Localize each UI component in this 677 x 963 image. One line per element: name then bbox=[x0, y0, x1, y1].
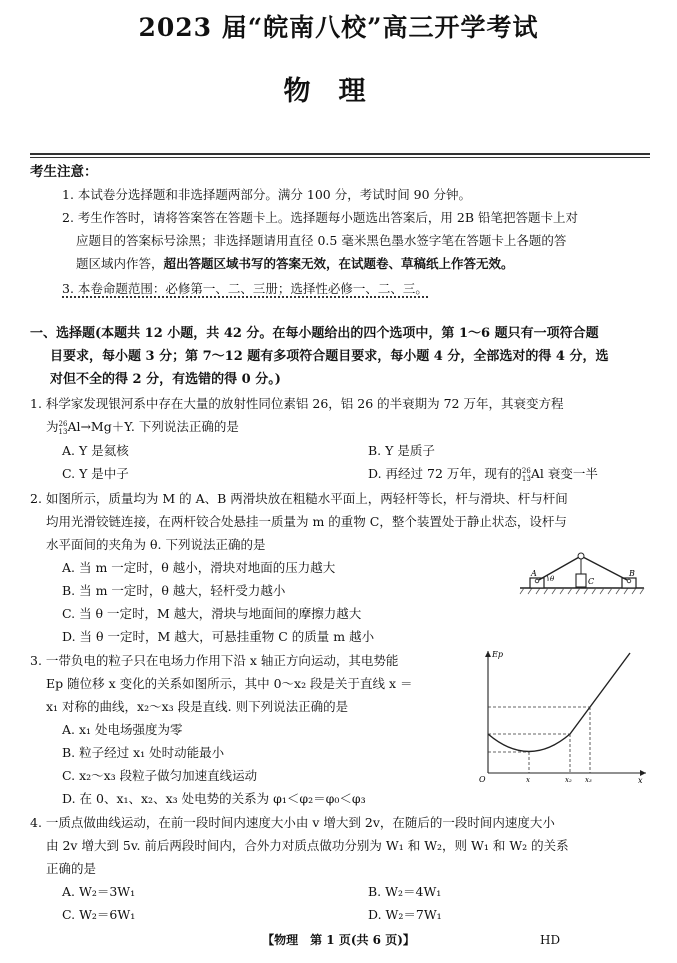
q3-fig-x2: x₂ bbox=[565, 776, 572, 784]
q2-fig-label-a: A bbox=[531, 569, 537, 578]
notice-item-2: 2. 考生作答时，请将答案答在答题卡上。选择题每小题选出答案后，用 2B 铅笔把答题卡上对 bbox=[62, 210, 578, 225]
q1-option-a: A. Y 是氦核 bbox=[62, 443, 129, 458]
section1-line-1: 一、选择题(本题共 12 小题，共 42 分。在每小题给出的四个选项中，第 1～6 题只有一项符合题 bbox=[30, 326, 599, 341]
header-rule-thick bbox=[30, 153, 650, 155]
q2-stem-3: 水平面间的夹角为 θ. 下列说法正确的是 bbox=[46, 537, 266, 552]
q3-fig-ylabel: Ep bbox=[492, 650, 503, 659]
q1-stem-2-pre: 为 bbox=[46, 419, 59, 434]
q1-sup-b: 26 bbox=[521, 466, 531, 475]
section1-line-3: 对但不全的得 2 分，有选错的得 0 分。) bbox=[50, 372, 281, 387]
q3-stem-2: Ep 随位移 x 变化的关系如图所示，其中 0～x₂ 段是关于直线 x ＝ bbox=[46, 676, 413, 691]
q1-stem-1: 1. 科学家发现银河系中存在大量的放射性同位素铝 26，铝 26 的半衰期为 72 万年，其衰变方程 bbox=[30, 396, 564, 411]
q2-option-b: B. 当 m 一定时，θ 越大，轻杆受力越小 bbox=[62, 583, 286, 598]
q1-sub-a: 13 bbox=[58, 427, 68, 436]
q2-stem-1: 2. 如图所示，质量均为 M 的 A、B 两滑块放在粗糙水平面上，两轻杆等长，杆与滑块、杆与杆间 bbox=[30, 491, 568, 506]
q2-figure bbox=[518, 550, 648, 598]
q3-stem-3: x₁ 对称的曲线，x₂～x₃ 段是直线. 则下列说法正确的是 bbox=[46, 699, 349, 714]
q1-stem-2-post: . 下列说法正确的是 bbox=[130, 419, 239, 434]
q3-option-b: B. 粒子经过 x₁ 处时动能最小 bbox=[62, 745, 225, 760]
q3-option-c: C. x₂～x₃ 段粒子做匀加速直线运动 bbox=[62, 768, 258, 783]
page-footer: 【物理 第 1 页(共 6 页)】 bbox=[262, 933, 415, 947]
q3-option-a: A. x₁ 处电场强度为零 bbox=[62, 722, 183, 737]
q3-fig-x1: x bbox=[526, 776, 530, 784]
q2-option-a: A. 当 m 一定时，θ 越小，滑块对地面的压力越大 bbox=[62, 560, 336, 575]
q3-fig-xlabel: x bbox=[638, 776, 643, 785]
q1-option-d-el: Al bbox=[530, 466, 544, 481]
q2-fig-label-c: C bbox=[588, 577, 595, 586]
notice-heading: 考生注意： bbox=[30, 164, 98, 180]
q3-fig-x3: x₃ bbox=[585, 776, 592, 784]
notice-item-2-cont: 应题目的答案标号涂黑；非选择题请用直径 0.5 毫米黑色墨水签字笔在答题卡上各题的答 bbox=[76, 233, 567, 248]
q4-option-a: A. W₂＝3W₁ bbox=[62, 884, 136, 899]
q1-option-d bbox=[368, 465, 598, 483]
q3-fig-origin: O bbox=[479, 775, 486, 784]
q1-equation: Al→Mg＋Y bbox=[67, 419, 131, 434]
q2-fig-label-theta: θ bbox=[550, 575, 555, 583]
notice-item-1: 1. 本试卷分选择题和非选择题两部分。满分 100 分，考试时间 90 分钟。 bbox=[62, 187, 472, 202]
q1-option-d-pre: D. 再经过 72 万年，现有的 bbox=[368, 466, 522, 481]
q2-fig-label-b: B bbox=[629, 569, 635, 578]
notice-item-3 bbox=[62, 280, 428, 298]
subject-title bbox=[0, 72, 677, 111]
q2-stem-2: 均用光滑铰链连接，在两杆铰合处悬挂一质量为 m 的重物 C，整个装置处于静止状态，设杆与 bbox=[46, 514, 567, 529]
q1-sup-a: 26 bbox=[58, 419, 68, 428]
section1-line-2: 目要求，每小题 3 分；第 7～12 题有多项符合题目要求，每小题 4 分，全部选对的得 4 分，选 bbox=[50, 349, 609, 364]
q1-option-d-post: 衰变一半 bbox=[543, 466, 598, 481]
subject-text: 物理 bbox=[283, 76, 394, 107]
q2-option-c: C. 当 θ 一定时，M 越大，滑块与地面间的摩擦力越大 bbox=[62, 606, 362, 621]
q1-option-c: C. Y 是中子 bbox=[62, 466, 129, 481]
q1-sub-b: 13 bbox=[521, 474, 531, 483]
q4-option-b: B. W₂＝4W₁ bbox=[368, 884, 442, 899]
exam-title: 2023 届“皖南八校”高三开学考试 bbox=[138, 13, 539, 42]
q3-figure bbox=[476, 645, 652, 785]
notice-item-2-bold: 超出答题区域书写的答案无效，在试题卷、草稿纸上作答无效。 bbox=[163, 256, 514, 271]
q4-option-d: D. W₂＝7W₁ bbox=[368, 907, 442, 922]
q4-stem-2: 由 2v 增大到 5v. 前后两段时间内，合外力对质点做功分别为 W₁ 和 W₂，则 W₁ 和 W₂ 的关系 bbox=[46, 838, 569, 853]
q1-stem-2 bbox=[46, 418, 239, 436]
q2-option-d: D. 当 θ 一定时，M 越大，可悬挂重物 C 的质量 m 越小 bbox=[62, 629, 375, 644]
notice-item-2-cont2 bbox=[76, 255, 514, 273]
notice-item-2-text: 题区域内作答， bbox=[76, 256, 164, 271]
q1-nuclide-al-2 bbox=[522, 467, 531, 483]
q3-option-d: D. 在 0、x₁、x₂、x₃ 处电势的关系为 φ₁＜φ₂＝φ₀＜φ₃ bbox=[62, 791, 366, 806]
header-rule-thin bbox=[30, 157, 650, 158]
q4-stem-1: 4. 一质点做曲线运动，在前一段时间内速度大小由 v 增大到 2v，在随后的一段时间内速度大小 bbox=[30, 815, 555, 830]
q3-stem-1: 3. 一带负电的粒子只在电场力作用下沿 x 轴正方向运动，其电势能 bbox=[30, 653, 399, 668]
q1-option-b: B. Y 是质子 bbox=[368, 443, 435, 458]
paper-code: HD bbox=[540, 933, 561, 947]
q4-option-c: C. W₂＝6W₁ bbox=[62, 907, 136, 922]
q4-stem-3: 正确的是 bbox=[46, 861, 97, 876]
notice-item-3-text: 3. 本卷命题范围：必修第一、二、三册；选择性必修一、二、三。 bbox=[62, 281, 428, 296]
